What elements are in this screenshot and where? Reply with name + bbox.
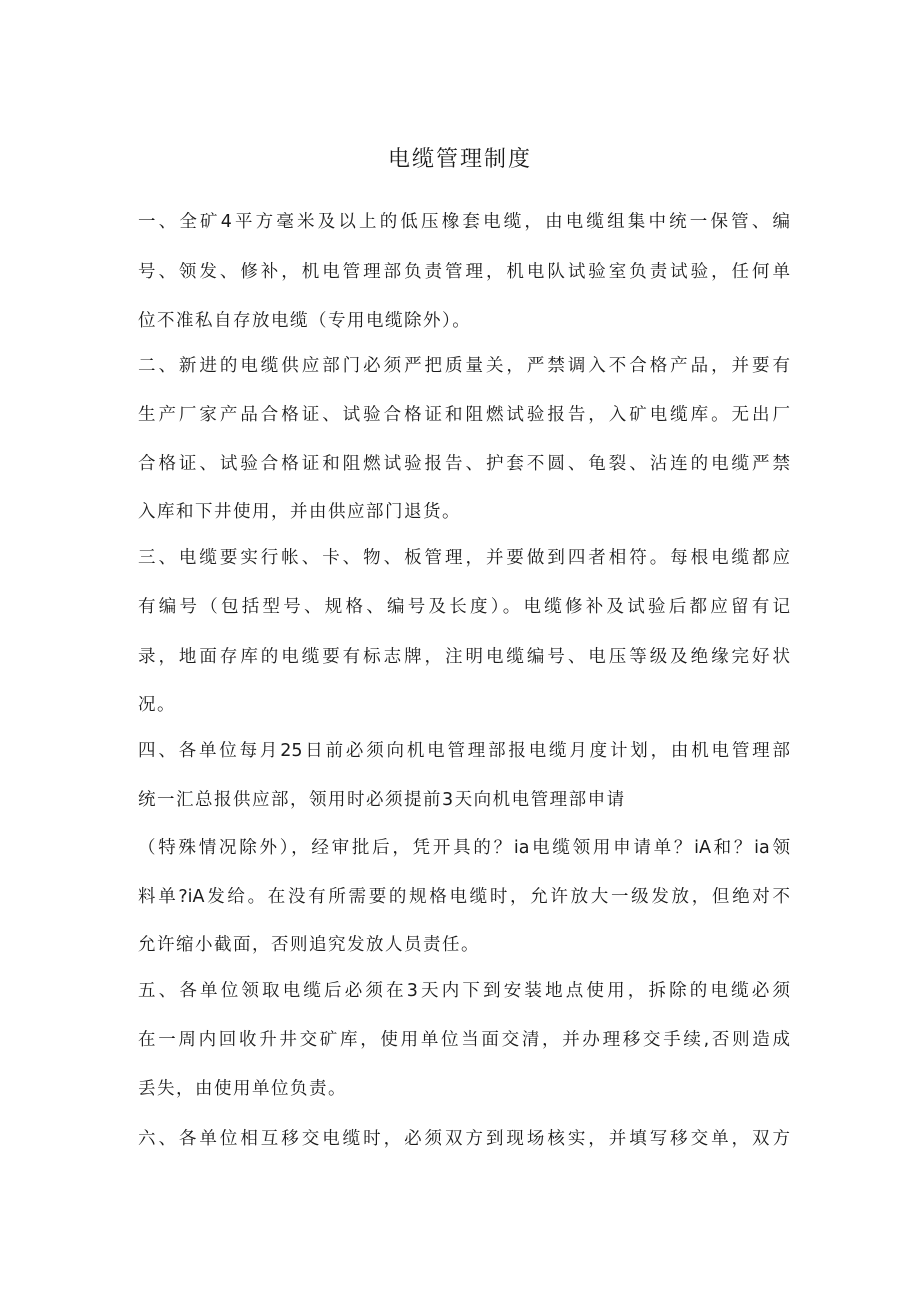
text-line-6: 合格证、试验合格证和阻燃试验报告、护套不圆、龟裂、沾连的电缆严禁 [138, 454, 790, 474]
text-line-11: 况。 [138, 695, 176, 715]
text-line-8: 三、电缆要实行帐、卡、物、板管理，并要做到四者相符。每根电缆都应 [138, 548, 790, 568]
text-line-16: 允许缩小截面，否则追究发放人员责任。 [138, 935, 480, 955]
text-line-7: 入库和下井使用，并由供应部门退货。 [138, 502, 461, 522]
text-line-20: 六、各单位相互移交电缆时，必须双方到现场核实，并填写移交单，双方 [138, 1129, 790, 1149]
text-line-15: 料单?iA发给。在没有所需要的规格电缆时，允许放大一级发放，但绝对不 [138, 887, 790, 907]
text-line-3: 位不准私自存放电缆（专用电缆除外）。 [138, 311, 472, 331]
text-line-12: 四、各单位每月25日前必须向机电管理部报电缆月度计划，由机电管理部 [138, 741, 790, 761]
text-line-9: 有编号（包括型号、规格、编号及长度）。电缆修补及试验后都应留有记 [138, 597, 790, 617]
text-line-1: 一、全矿4平方毫米及以上的低压橡套电缆，由电缆组集中统一保管、编 [138, 212, 790, 232]
text-line-14: （特殊情况除外），经审批后，凭开具的？ia电缆领用申请单？iA和？ia领 [138, 838, 790, 858]
text-line-10: 录，地面存库的电缆要有标志牌，注明电缆编号、电压等级及绝缘完好状 [138, 647, 790, 667]
text-line-5: 生产厂家产品合格证、试验合格证和阻燃试验报告，入矿电缆库。无出厂 [138, 405, 790, 425]
text-line-4: 二、新进的电缆供应部门必须严把质量关，严禁调入不合格产品，并要有 [138, 356, 790, 376]
text-line-17: 五、各单位领取电缆后必须在3天内下到安装地点使用，拆除的电缆必须 [138, 981, 790, 1001]
text-line-18: 在一周内回收升井交矿库，使用单位当面交清，并办理移交手续,否则造成 [138, 1030, 790, 1050]
text-line-13: 统一汇总报供应部，领用时必须提前3天向机电管理部申请 [138, 790, 626, 810]
text-line-2: 号、领发、修补，机电管理部负责管理，机电队试验室负责试验，任何单 [138, 262, 790, 282]
document-title: 电缆管理制度 [387, 147, 532, 172]
text-line-19: 丢失，由使用单位负责。 [138, 1079, 347, 1099]
